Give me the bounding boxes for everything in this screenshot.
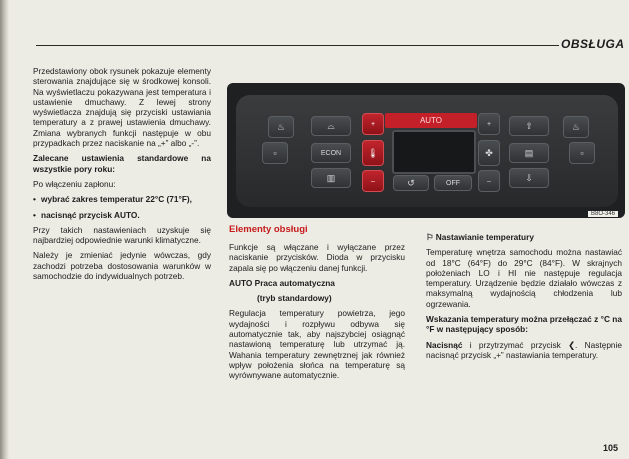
temp-indicator <box>362 140 384 166</box>
recirculation-icon: ↺ <box>407 177 415 188</box>
seat-heat-icon: ♨ <box>276 121 286 132</box>
econ-button[interactable] <box>311 143 351 163</box>
plus-symbol: + <box>486 120 492 128</box>
bullet-icon: • <box>33 194 36 205</box>
unit-switch-heading: Wskazania temperatury można przełączać z °C na °F w następujący sposób: <box>426 314 622 335</box>
temperature-heading-text: Nastawianie temperatury <box>435 232 534 242</box>
fan-minus-button[interactable] <box>478 170 500 192</box>
press-word: Nacisnąć <box>426 339 463 350</box>
air-down-button[interactable] <box>509 168 549 188</box>
air-up-button[interactable] <box>509 116 549 136</box>
left-column <box>33 66 211 286</box>
fan-indicator <box>478 140 500 166</box>
arrow-down-icon: ⇩ <box>525 172 533 183</box>
page-binding-shadow <box>0 0 9 459</box>
paragraph-3: Należy je zmieniać jedynie wówczas, gdy zachodzi potrzeba dostosowania warunków w samochodzie do indywidualnych potrzeb. <box>33 250 211 282</box>
right-seat-small-button[interactable] <box>569 142 595 164</box>
square-indicator-icon: ▫ <box>273 148 277 158</box>
temp-minus-button[interactable] <box>362 170 384 192</box>
auto-heading: AUTO Praca automatyczna <box>229 277 335 288</box>
figure-reference: B8O-346 <box>588 211 618 217</box>
bullet-item-2 <box>33 210 211 220</box>
figure-caption: Elementy obsługi <box>229 224 308 235</box>
thermometer-icon: 🌡︎ <box>367 147 379 158</box>
temperature-heading <box>426 232 622 242</box>
page-number: 105 <box>603 443 619 453</box>
header-rule <box>36 45 559 46</box>
square-indicator-icon: ▫ <box>580 148 584 158</box>
fan-plus-button[interactable] <box>478 113 500 135</box>
intro-paragraph: Przedstawiony obok rysunek pokazuje elementy sterowania znajdujące się w środkowej konsoli. Na wyświetlaczu pokazywana jest temperatura i ustawienie dmuchawy. Z lewej strony wyświetlacza znajdują się przyciski ustawiania temperatury a z prawej ustawienia dmuchawy. Zmiana wybranych funkcji następuje w obu przypadkach przez naciskanie na „+” albo „-”. <box>33 66 211 149</box>
air-panel-button[interactable] <box>509 143 549 163</box>
vent-icon: ▤ <box>524 147 534 158</box>
left-seat-heat-button[interactable] <box>268 116 294 138</box>
panel-display <box>392 130 476 174</box>
unit-switch-text <box>426 340 622 361</box>
rear-defrost-icon: ▥ <box>326 172 336 183</box>
bullet-icon: • <box>33 209 36 220</box>
auto-description: Regulacja temperatury powietrza, jego wydajności i rozpływu odbywa się automatycznie tak, aby najszybciej osiągnąć nastawioną temperaturę lub utrzymać ją. Wahania temperatury zewnętrznej jak również wpływ położenia słońca na temperaturę są wyrównywane automatycznie. <box>229 308 405 381</box>
off-label: OFF <box>446 179 460 187</box>
recirculation-button[interactable] <box>393 175 429 191</box>
fan-icon: ✤ <box>485 147 493 158</box>
section-title: OBSŁUGA <box>561 37 625 51</box>
rear-defrost-button[interactable] <box>311 168 351 188</box>
seat-heat-icon: ♨ <box>571 121 581 132</box>
middle-column <box>229 242 405 386</box>
econ-label: ECON <box>320 149 342 157</box>
after-ignition-text: Po włączeniu zapłonu: <box>33 178 116 189</box>
right-seat-heat-button[interactable] <box>563 116 589 138</box>
plus-symbol: + <box>370 120 376 128</box>
temp-plus-button[interactable] <box>362 113 384 135</box>
bullet-text: wybrać zakres temperatur 22°C (71°F), <box>41 194 192 205</box>
defrost-icon: ⌓ <box>327 120 335 131</box>
auto-label: AUTO <box>419 116 443 125</box>
paragraph-2: Przy takich nastawieniach uzyskuje się najbardziej odpowiednie warunki klimatyczne. <box>33 224 211 246</box>
minus-symbol: – <box>371 177 375 185</box>
right-column <box>426 232 622 365</box>
unit-switch-instructions: i przytrzymać przycisk ❮. Następnie nacisnąć przycisk „+” nastawiania temperatury. <box>426 339 623 360</box>
bullet-item-1 <box>33 194 211 204</box>
auto-button[interactable] <box>385 113 477 128</box>
left-seat-small-button[interactable] <box>262 142 288 164</box>
flag-icon: ⚐ <box>426 232 436 242</box>
defaults-heading: Zalecane ustawienia standardowe na wszystkie pory roku: <box>33 153 211 174</box>
controls-intro: Funkcje są włączane i wyłączane przez naciskanie przycisków. Dioda w przycisku zapala się po włączeniu danej funkcji. <box>229 242 405 273</box>
auto-subheading: (tryb standardowy) <box>257 293 332 304</box>
off-button[interactable] <box>434 175 472 191</box>
minus-symbol: – <box>487 177 491 185</box>
bullet-text: nacisnąć przycisk AUTO. <box>41 209 140 220</box>
defrost-button[interactable] <box>311 116 351 136</box>
temperature-text: Temperaturę wnętrza samochodu można nastawiać od 18°C (64°F) do 29°C (84°F). W skrajnych położeniach LO i HI nie następuje regulacja temperatury. Urządzenie będzie działało wówczas z maksymalną wydajnością chłodzenia lub ogrzewania. <box>426 247 622 309</box>
arrow-up-icon: ⇧ <box>525 120 533 131</box>
